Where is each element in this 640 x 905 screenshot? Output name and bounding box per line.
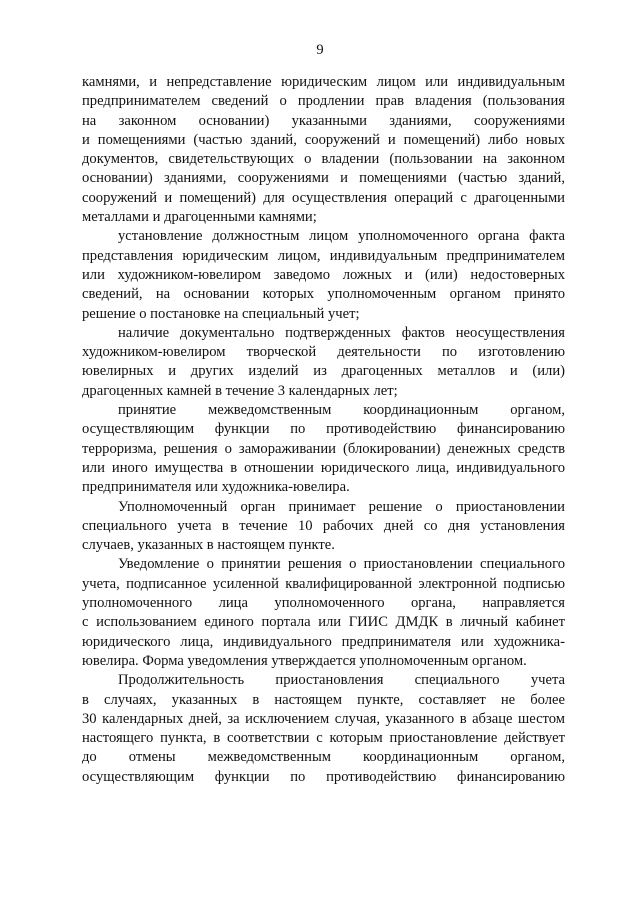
text-line: предпринимателя или художника-ювелира. [82, 479, 350, 496]
text-line: сведений, на основании которых уполномоченным органом принято [82, 286, 565, 303]
text-line: учета, подписанное усиленной квалифицированной электронной подписью [82, 575, 565, 592]
text-line: установление должностным лицом уполномоченного органа факта [118, 228, 565, 245]
document-body [82, 73, 565, 787]
text-line: ювелира. Форма уведомления утверждается уполномоченным органом. [82, 652, 527, 669]
paragraph [82, 227, 565, 323]
paragraph [82, 73, 565, 227]
text-line: в случаях, указанных в настоящем пункте, составляет не более [82, 691, 565, 708]
text-line: Продолжительность приостановления специального учета [118, 672, 565, 689]
page-number: 9 [316, 42, 324, 58]
text-line: или художником-ювелиром заведомо ложных и (или) недостоверных [82, 266, 565, 283]
text-line: осуществляющим функции по противодействию финансированию [82, 421, 565, 438]
text-line: Уведомление о принятии решения о приостановлении специального [118, 556, 565, 573]
text-line: 30 календарных дней, за исключением случая, указанного в абзаце шестом [82, 710, 565, 727]
text-line: металлами и драгоценными камнями; [82, 209, 317, 226]
paragraph [82, 401, 565, 497]
text-line: случаев, указанных в настоящем пункте. [82, 537, 335, 554]
text-line: основании) зданиями, сооружениями и помещениями (частью зданий, [82, 170, 565, 187]
text-line: представления юридическим лицом, индивидуальным предпринимателем [82, 247, 565, 264]
text-line: и помещениями (частью зданий, сооружений и помещений) либо новых [82, 131, 565, 148]
text-line: камнями, и непредставление юридическим лицом или индивидуальным [82, 74, 565, 90]
text-line: ювелирных и других изделий из драгоценных металлов и (или) [82, 363, 565, 380]
text-line: с использованием единого портала или ГИИС ДМДК в личный кабинет [82, 614, 565, 631]
paragraph [82, 498, 565, 556]
text-line: наличие документально подтвержденных фактов неосуществления [118, 324, 565, 341]
text-line: художником-ювелиром творческой деятельности по изготовлению [82, 344, 565, 361]
text-line: юридического лица, индивидуального предпринимателя или художника- [82, 633, 565, 650]
text-line: принятие межведомственным координационным органом, [118, 402, 565, 419]
text-line: специального учета в течение 10 рабочих дней со дня установления [82, 517, 565, 534]
text-line: драгоценных камней в течение 3 календарных лет; [82, 382, 398, 399]
text-line: на законном основании) указанными зданиями, сооружениями [82, 112, 565, 129]
text-line: терроризма, решения о замораживании (блокировании) денежных средств [82, 440, 565, 457]
paragraph [82, 671, 565, 787]
text-line: или иного имущества в отношении юридического лица, индивидуального [82, 459, 565, 476]
text-line: осуществляющим функции по противодействию финансированию [82, 768, 565, 785]
text-line: предпринимателем сведений о продлении прав владения (пользования [82, 93, 565, 110]
text-line: Уполномоченный орган принимает решение о приостановлении [118, 498, 565, 515]
text-line: настоящего пункта, в соответствии с которым приостановление действует [82, 730, 565, 747]
paragraph [82, 555, 565, 671]
paragraph [82, 324, 565, 401]
text-line: до отмены межведомственным координационным органом, [82, 749, 565, 766]
text-line: документов, свидетельствующих о владении (пользовании на законном [82, 151, 565, 168]
text-line: решение о постановке на специальный учет; [82, 305, 360, 322]
text-line: уполномоченного лица уполномоченного органа, направляется [82, 595, 565, 612]
text-line: сооружений и помещений) для осуществления операций с драгоценными [82, 189, 565, 206]
